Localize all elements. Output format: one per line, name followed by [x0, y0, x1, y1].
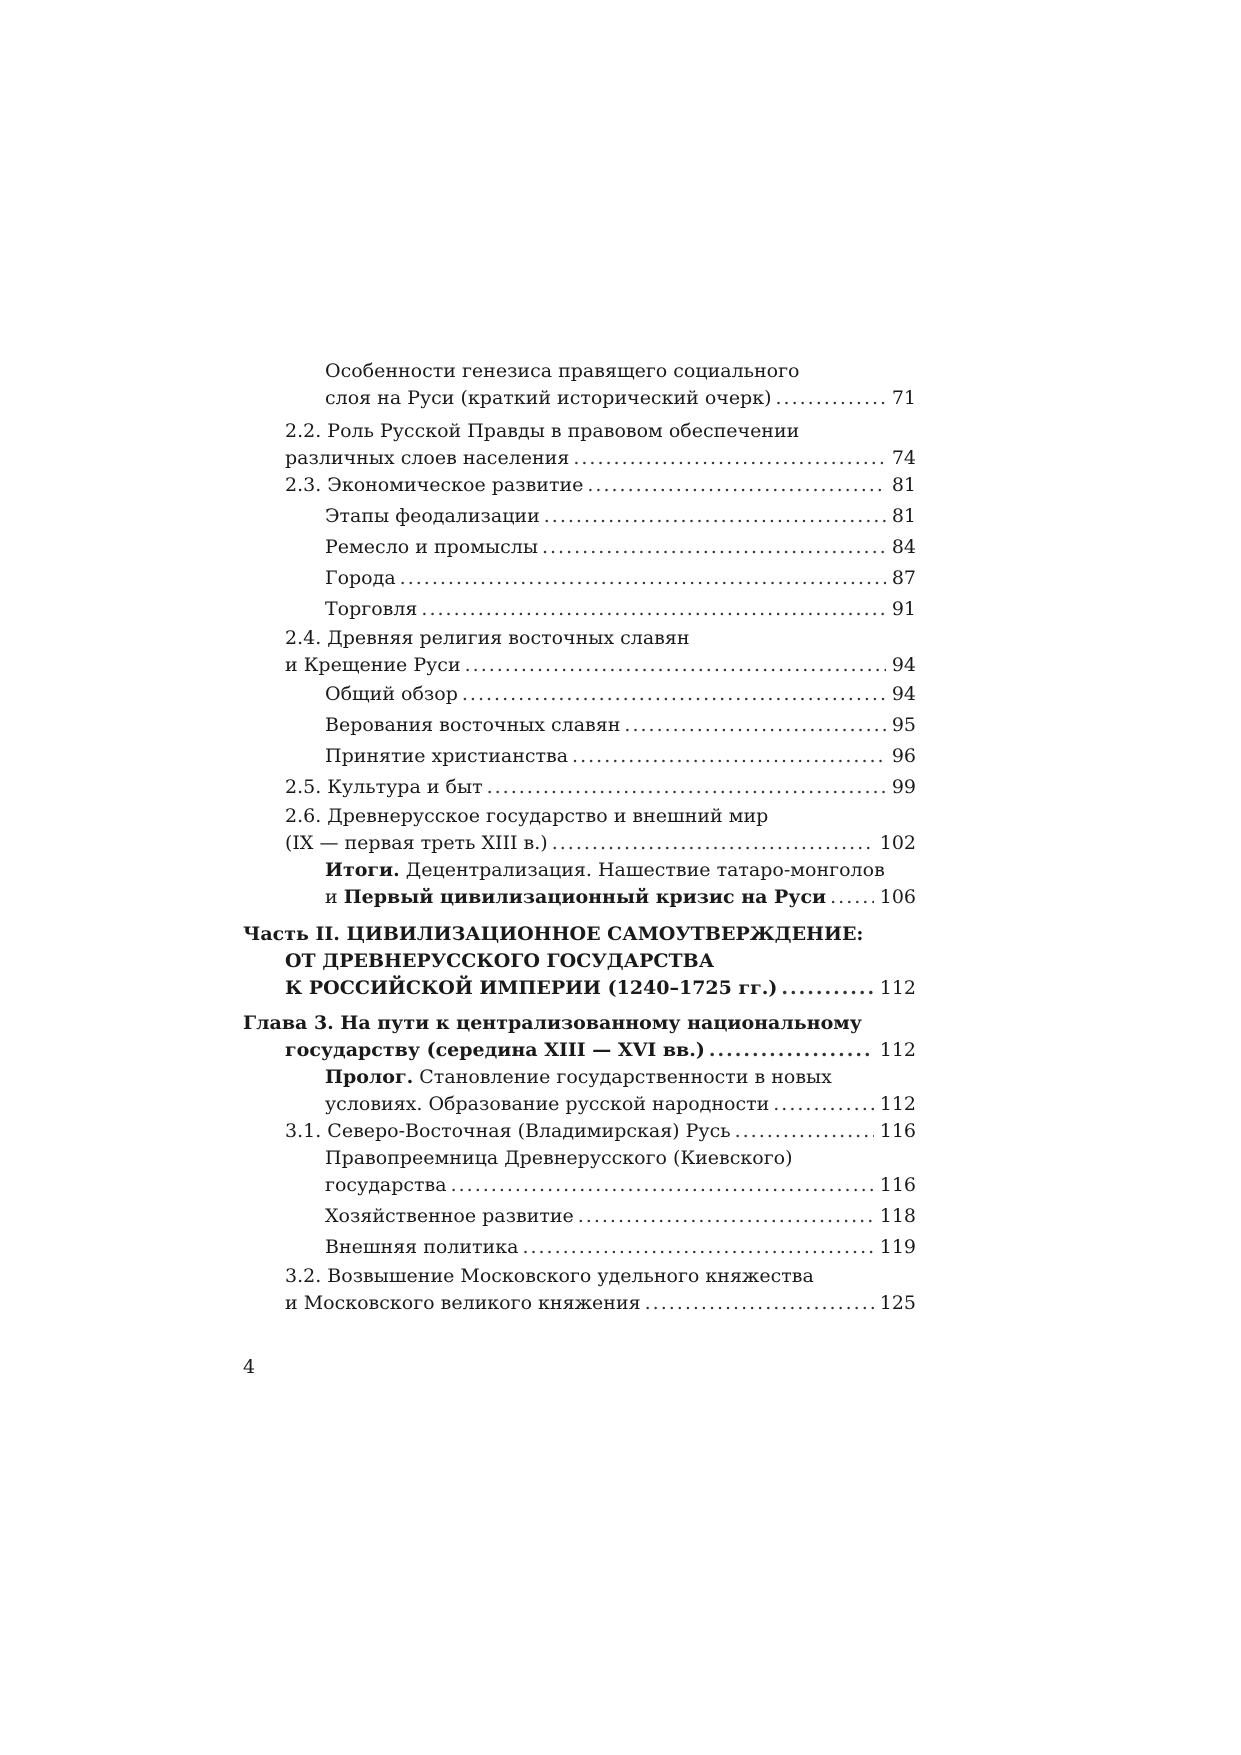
toc-entry: [243, 358, 916, 412]
toc-entry-line: [285, 445, 916, 472]
toc-entry-line: [325, 743, 916, 770]
toc-entry: [243, 712, 916, 739]
dot-leader: [552, 830, 874, 857]
toc-entry: [243, 774, 916, 801]
toc-entry-title: Особенности генезиса правящего социального: [325, 360, 800, 382]
toc-entry: [243, 743, 916, 770]
page-number: 4: [243, 1356, 256, 1378]
toc-entry-title: 2.4. Древняя религия восточных славян: [285, 627, 690, 649]
toc-entry-line: [325, 681, 916, 708]
toc-entry-title: (IX — первая треть XIII в.): [285, 832, 548, 854]
toc-entry-title: Ремесло и промыслы: [325, 536, 538, 558]
toc-page-number: 91: [891, 598, 916, 620]
toc-entry-title: Города: [325, 567, 396, 589]
toc-entry-line: [285, 1290, 916, 1317]
toc-page-number: 99: [891, 776, 916, 798]
toc-entry: [243, 1145, 916, 1199]
dot-leader: [487, 774, 886, 801]
toc-entry-line: [285, 472, 916, 499]
toc-entry-line: [325, 385, 916, 412]
dot-leader: [451, 1172, 874, 1199]
toc-entry-line: [285, 652, 916, 679]
toc-entry: [243, 472, 916, 499]
chapter-title: государству (середина XIII — XVI вв.): [285, 1039, 705, 1061]
chapter-title: Глава 3. На пути к централизованному национальному: [243, 1012, 862, 1034]
part-title: К РОССИЙСКОЙ ИМПЕРИИ (1240–1725 гг.): [285, 977, 778, 999]
prologue-label: Пролог.: [325, 1066, 414, 1088]
toc-entry-title: слоя на Руси (краткий исторический очерк): [325, 387, 772, 409]
toc-entry: [243, 1203, 916, 1230]
toc-entry-bold-text: Первый цивилизационный кризис на Руси: [343, 886, 827, 908]
dot-leader: [522, 1234, 873, 1261]
toc-chapter-entry: [243, 1010, 916, 1064]
dot-leader: [421, 596, 885, 623]
toc-entry: [243, 857, 916, 911]
toc-entry-line: [325, 534, 916, 561]
toc-entry-line: [325, 1234, 916, 1261]
dot-leader: [830, 884, 874, 911]
toc-entry-title: условиях. Образование русской народности: [325, 1093, 770, 1115]
toc-entry-title: 3.1. Северо-Восточная (Владимирская) Русь: [285, 1120, 731, 1142]
toc-page-number: 102: [879, 832, 916, 854]
toc-page-number: 94: [891, 654, 916, 676]
toc-entry-title: и Крещение Руси: [285, 654, 461, 676]
toc-entry-line: [325, 565, 916, 592]
toc-entry: [243, 418, 916, 472]
toc-entry-line: [243, 1037, 916, 1064]
toc-page-number: 81: [891, 474, 916, 496]
toc-entry-title: Общий обзор: [325, 683, 458, 705]
toc-entry-title: [325, 1064, 916, 1091]
toc-entry: [243, 1064, 916, 1118]
toc-entry: [243, 625, 916, 679]
dot-leader: [709, 1037, 874, 1064]
part-title: ОТ ДРЕВНЕРУССКОГО ГОСУДАРСТВА: [285, 950, 715, 972]
toc-entry-line: [325, 712, 916, 739]
toc-entry-line: [325, 596, 916, 623]
toc-entry-title: и Московского великого княжения: [285, 1292, 641, 1314]
toc-entry-line: [325, 884, 916, 911]
toc-entry: [243, 1118, 916, 1145]
toc-entry-line: [325, 503, 916, 530]
toc-entry: [243, 503, 916, 530]
toc-page-number: 118: [879, 1205, 916, 1227]
toc-entry-line: [285, 1118, 916, 1145]
toc-entry-line: [285, 830, 916, 857]
toc-page-number: 116: [879, 1120, 916, 1142]
toc-page-number: 96: [891, 745, 916, 767]
toc-entry-title: 2.3. Экономическое развитие: [285, 474, 584, 496]
toc-entry-line: [285, 774, 916, 801]
toc-entry: [243, 803, 916, 857]
toc-entry-title: 2.5. Культура и быт: [285, 776, 483, 798]
toc-entry-title: Принятие христианства: [325, 745, 569, 767]
toc-entry-title: [325, 857, 916, 884]
dot-leader: [776, 385, 886, 412]
toc-entry: [243, 1263, 916, 1317]
toc-page-number: 119: [879, 1236, 916, 1258]
toc-entry: [243, 1234, 916, 1261]
toc-page-number: 112: [879, 977, 916, 999]
toc-entry-title: различных слоев населения: [285, 447, 570, 469]
toc-entry-title: Правопреемница Древнерусского (Киевского): [325, 1147, 793, 1169]
dot-leader: [573, 445, 885, 472]
dot-leader: [773, 1091, 873, 1118]
dot-leader: [645, 1290, 874, 1317]
toc-entry-line: [325, 1091, 916, 1118]
toc-page-number: 95: [891, 714, 916, 736]
toc-entry-text: Децентрализация. Нашествие татаро-монголов: [399, 859, 885, 881]
dot-leader: [587, 472, 885, 499]
dot-leader: [465, 652, 886, 679]
toc-entry-line: [243, 975, 916, 1002]
summary-label: Итоги.: [325, 859, 400, 881]
toc-entry-title: Внешняя политика: [325, 1236, 519, 1258]
toc-entry-title: [325, 884, 826, 911]
toc-entry: [243, 534, 916, 561]
toc-entry-title: государства: [325, 1174, 447, 1196]
dot-leader: [544, 503, 886, 530]
toc-entry: [243, 565, 916, 592]
part-title: Часть II. ЦИВИЛИЗАЦИОННОЕ САМОУТВЕРЖДЕНИЕ:: [243, 923, 864, 945]
toc-page-number: 116: [879, 1174, 916, 1196]
toc-entry-line: [325, 1203, 916, 1230]
dot-leader: [542, 534, 886, 561]
toc-entry-title: Торговля: [325, 598, 418, 620]
dot-leader: [781, 975, 873, 1002]
dot-leader: [572, 743, 886, 770]
toc-entry: [243, 681, 916, 708]
toc-part-entry: [243, 921, 916, 1002]
toc-entry: [243, 596, 916, 623]
toc-page-number: 112: [879, 1039, 916, 1061]
toc-entry-title: 2.2. Роль Русской Правды в правовом обеспечении: [285, 420, 800, 442]
toc-entry-title: Хозяйственное развитие: [325, 1205, 574, 1227]
toc-page-number: 81: [891, 505, 916, 527]
toc-page-number: 125: [879, 1292, 916, 1314]
toc-page-number: 84: [891, 536, 916, 558]
dot-leader: [462, 681, 886, 708]
toc-page-number: 71: [891, 387, 916, 409]
toc-page-number: 87: [891, 567, 916, 589]
dot-leader: [578, 1203, 874, 1230]
dot-leader: [400, 565, 886, 592]
toc-entry-line: [325, 1172, 916, 1199]
toc-entry-text: Становление государственности в новых: [413, 1066, 832, 1088]
table-of-contents: [243, 358, 916, 1317]
toc-page-number: 94: [891, 683, 916, 705]
toc-entry-title: Этапы феодализации: [325, 505, 540, 527]
toc-entry-title: 2.6. Древнерусское государство и внешний мир: [285, 805, 769, 827]
dot-leader: [735, 1118, 874, 1145]
dot-leader: [624, 712, 885, 739]
toc-entry-title: Верования восточных славян: [325, 714, 621, 736]
toc-page-number: 106: [879, 886, 916, 908]
toc-page-number: 112: [879, 1093, 916, 1115]
toc-entry-text: и: [325, 886, 344, 908]
toc-entry-title: 3.2. Возвышение Московского удельного княжества: [285, 1265, 814, 1287]
toc-page-number: 74: [891, 447, 916, 469]
